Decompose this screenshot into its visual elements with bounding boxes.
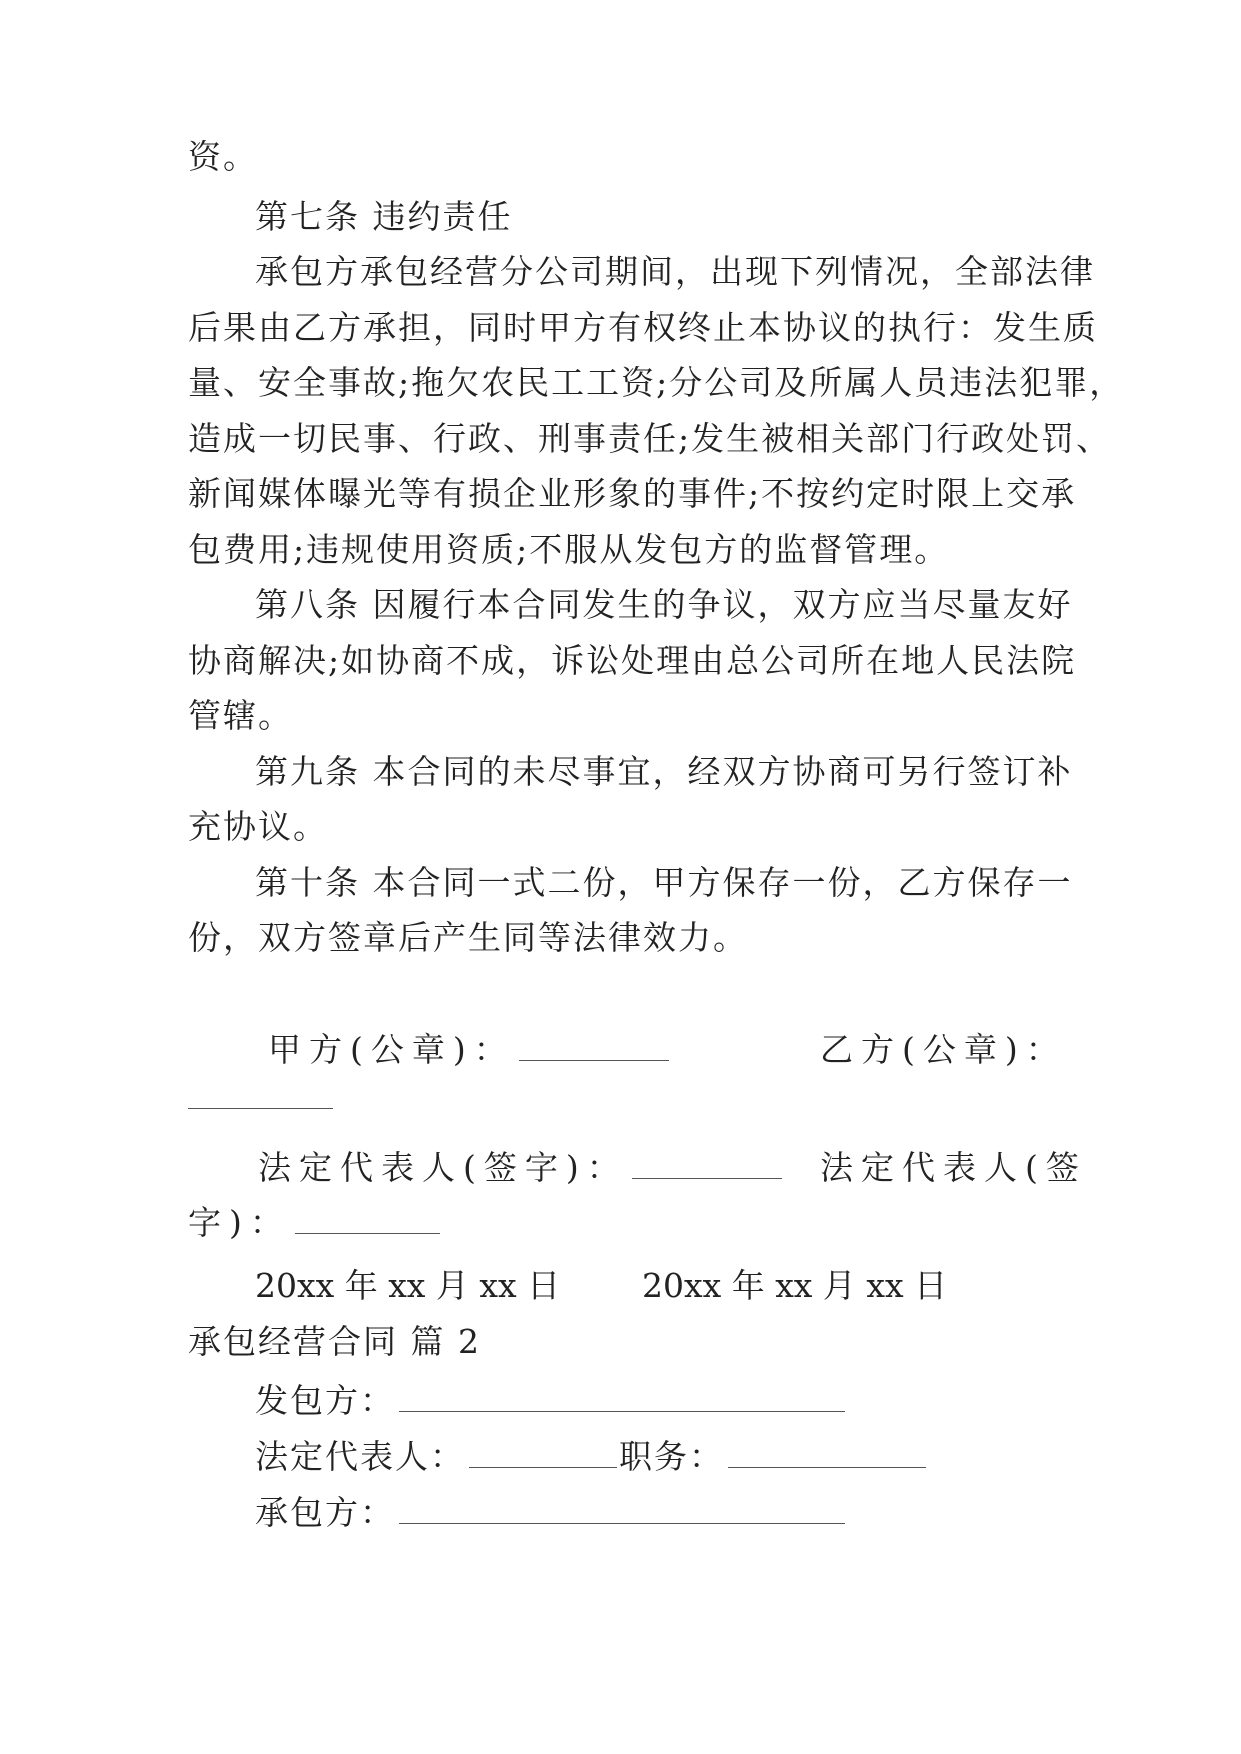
text-line: 包费用;违规使用资质;不服从发包方的监督管理。 [188, 530, 950, 569]
issuer-blank[interactable] [399, 1383, 845, 1412]
position-label: 职务： [619, 1437, 724, 1476]
contractor-blank[interactable] [399, 1495, 845, 1524]
legal-rep-row [255, 1437, 926, 1477]
date-b: 20xx 年 xx 月 xx 日 [642, 1266, 948, 1305]
text-line: 管辖。 [188, 696, 293, 735]
text-line: 份，双方签章后产生同等法律效力。 [188, 918, 748, 957]
legal-rep-blank[interactable] [469, 1439, 617, 1468]
legal-rep-a-row [258, 1148, 782, 1188]
text-line: 量、安全事故;拖欠农民工工资;分公司及所属人员违法犯罪， [188, 363, 1125, 402]
section-2-heading: 承包经营合同 篇 2 [188, 1322, 481, 1361]
legal-rep-b-label-cont: 字)： [188, 1203, 291, 1242]
legal-rep-label: 法定代表人： [255, 1437, 465, 1476]
text-line: 后果由乙方承担，同时甲方有权终止本协议的执行：发生质 [188, 308, 1098, 347]
party-a-seal-row [268, 1030, 669, 1070]
contractor-label: 承包方： [255, 1493, 395, 1532]
contractor-row [255, 1493, 845, 1533]
position-blank[interactable] [728, 1439, 926, 1468]
legal-rep-a-blank[interactable] [632, 1150, 782, 1179]
text-line: 新闻媒体曝光等有损企业形象的事件;不按约定时限上交承 [188, 474, 1077, 513]
legal-rep-a-label: 法定代表人(签字)： [258, 1148, 628, 1187]
issuer-row [255, 1381, 845, 1421]
legal-rep-b-blank[interactable] [295, 1205, 440, 1234]
article-7-heading: 第七条 违约责任 [255, 197, 513, 236]
text-line: 造成一切民事、行政、刑事责任;发生被相关部门行政处罚、 [188, 419, 1112, 458]
party-b-seal-label: 乙方(公章)： [820, 1030, 1067, 1069]
party-a-seal-blank[interactable] [519, 1032, 669, 1061]
text-line: 承包方承包经营分公司期间，出现下列情况，全部法律 [255, 252, 1095, 291]
text-line: 充协议。 [188, 807, 328, 846]
party-a-seal-label: 甲方(公章)： [268, 1030, 515, 1069]
article-10-text: 第十条 本合同一式二份，甲方保存一份，乙方保存一 [255, 863, 1073, 902]
article-9-text: 第九条 本合同的未尽事宜，经双方协商可另行签订补 [255, 752, 1073, 791]
article-8-text: 第八条 因履行本合同发生的争议，双方应当尽量友好 [255, 585, 1073, 624]
date-a: 20xx 年 xx 月 xx 日 [255, 1266, 561, 1305]
party-b-seal-row [188, 1078, 333, 1118]
party-b-seal-blank[interactable] [188, 1080, 333, 1109]
legal-rep-b-row [188, 1203, 440, 1243]
legal-rep-b-label: 法定代表人(签 [820, 1148, 1087, 1187]
text-line: 资。 [188, 137, 258, 176]
text-line: 协商解决;如协商不成，诉讼处理由总公司所在地人民法院 [188, 641, 1077, 680]
issuer-label: 发包方： [255, 1381, 395, 1420]
